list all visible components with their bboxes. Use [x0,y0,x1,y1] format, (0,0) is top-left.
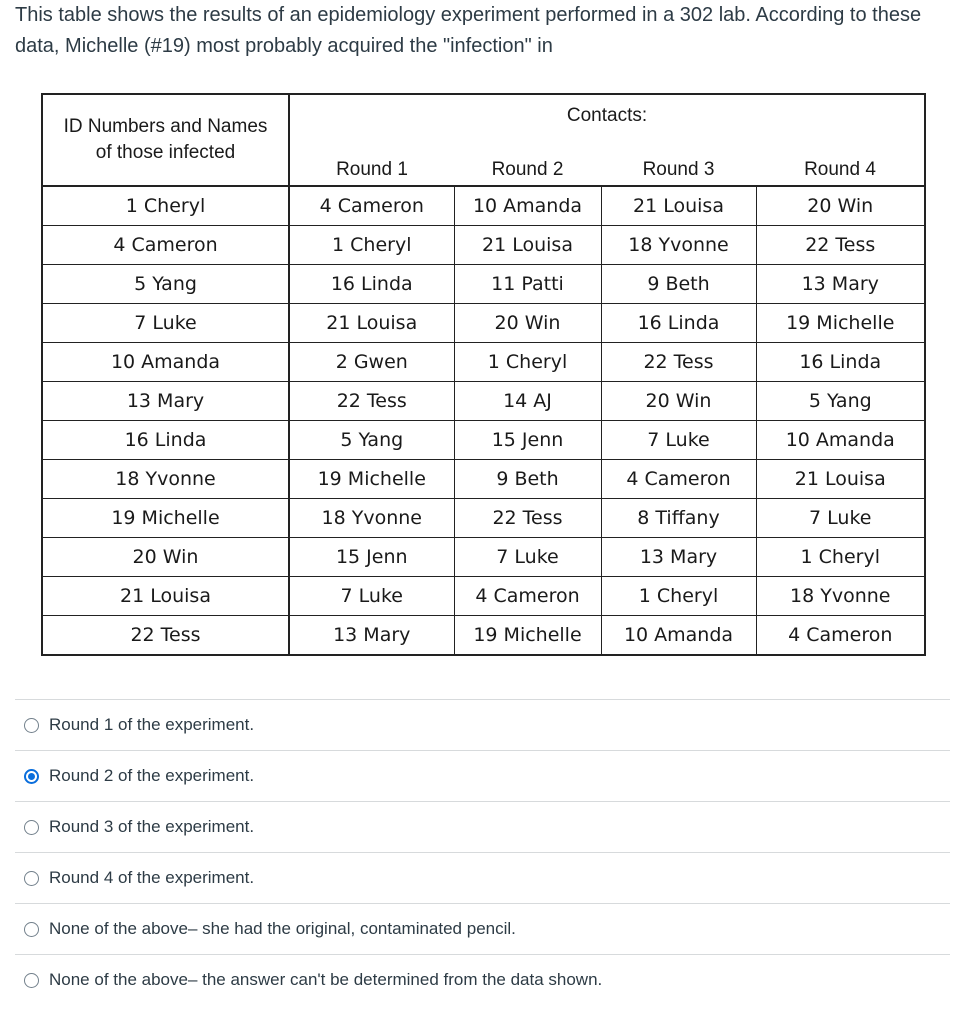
infected-name-cell: 18 Yvonne [42,460,289,499]
contact-round-2-cell: 10 Amanda [454,186,601,226]
contacts-table [41,93,926,656]
answer-option-label: None of the above– she had the original, contaminated pencil. [49,919,516,938]
infected-name-cell: 13 Mary [42,382,289,421]
infected-name-cell: 5 Yang [42,265,289,304]
infected-name-cell: 10 Amanda [42,343,289,382]
header-round-1: Round 1 [289,143,454,186]
answer-option-5[interactable] [15,903,950,954]
contact-round-3-cell: 21 Louisa [601,186,756,226]
table-row [42,226,925,265]
answer-option-2[interactable] [15,750,950,801]
infected-name-cell: 20 Win [42,538,289,577]
contact-round-1-cell: 1 Cheryl [289,226,454,265]
contact-round-3-cell: 18 Yvonne [601,226,756,265]
contact-round-4-cell: 1 Cheryl [756,538,925,577]
radio-unchecked-icon[interactable] [24,973,39,988]
header-names-line2: of those infected [95,142,236,163]
answer-option-label: Round 4 of the experiment. [49,868,255,887]
contact-round-1-cell: 22 Tess [289,382,454,421]
contact-round-1-cell: 19 Michelle [289,460,454,499]
contact-round-2-cell: 4 Cameron [454,577,601,616]
header-names-line1: ID Numbers and Names [63,116,268,137]
infected-name-cell: 21 Louisa [42,577,289,616]
table-row [42,265,925,304]
contact-round-1-cell: 2 Gwen [289,343,454,382]
contact-round-3-cell: 10 Amanda [601,616,756,656]
contact-round-1-cell: 15 Jenn [289,538,454,577]
contact-round-2-cell: 21 Louisa [454,226,601,265]
table-row [42,499,925,538]
contact-round-2-cell: 14 AJ [454,382,601,421]
contact-round-4-cell: 4 Cameron [788,624,893,646]
table-row [42,421,925,460]
contact-round-2-cell: 20 Win [454,304,601,343]
contact-round-3-cell: 9 Beth [601,265,756,304]
infected-name-cell: 22 Tess [42,616,289,656]
contact-round-2-cell: 9 Beth [454,460,601,499]
contact-round-4-cell: 7 Luke [756,499,925,538]
table-row [42,460,925,499]
table-row [42,186,925,226]
contact-round-3-cell: 20 Win [601,382,756,421]
table-row [42,382,925,421]
contact-round-3-cell: 22 Tess [601,343,756,382]
question-text: This table shows the results of an epidemiology experiment performed in a 302 lab. According to these data, Michelle (#19) most probably acquired the "infection" in [15,4,922,57]
contact-round-2-cell: 22 Tess [454,499,601,538]
contact-round-4-cell: 19 Michelle [756,304,925,343]
header-contacts: Contacts: [566,105,648,126]
answer-option-label: Round 2 of the experiment. [49,766,255,785]
contact-round-1-cell: 7 Luke [289,577,454,616]
contact-round-3-cell: 13 Mary [601,538,756,577]
contact-round-2-cell: 7 Luke [454,538,601,577]
contact-round-4-cell: 21 Louisa [756,460,925,499]
contact-round-1-cell: 18 Yvonne [289,499,454,538]
contact-round-3-cell: 1 Cheryl [601,577,756,616]
table-row [42,538,925,577]
radio-unchecked-icon[interactable] [24,718,39,733]
header-round-4: Round 4 [756,143,925,186]
contact-round-1-cell: 5 Yang [289,421,454,460]
contact-round-1-cell: 13 Mary [289,616,454,656]
contact-round-4-cell: 10 Amanda [756,421,925,460]
contact-round-4-cell: 16 Linda [756,343,925,382]
contact-round-3-cell: 7 Luke [601,421,756,460]
table-row [42,616,925,656]
answer-option-label: None of the above– the answer can't be determined from the data shown. [49,970,603,989]
table-row [42,304,925,343]
table-row [42,577,925,616]
radio-unchecked-icon[interactable] [24,922,39,937]
infected-name-cell: 16 Linda [42,421,289,460]
contact-round-4-cell: 5 Yang [756,382,925,421]
answer-options [15,699,950,1005]
infected-name-cell: 1 Cheryl [42,186,289,226]
header-infected-names [42,94,289,186]
answer-option-label: Round 3 of the experiment. [49,817,255,836]
contact-round-3-cell: 4 Cameron [601,460,756,499]
contacts-table-figure [41,93,924,646]
contact-round-1-cell: 16 Linda [289,265,454,304]
contact-round-2-cell: 15 Jenn [454,421,601,460]
radio-unchecked-icon[interactable] [24,871,39,886]
infected-name-cell: 4 Cameron [42,226,289,265]
contact-round-4-cell: 13 Mary [756,265,925,304]
radio-unchecked-icon[interactable] [24,820,39,835]
contact-round-2-cell: 19 Michelle [454,616,601,656]
answer-option-label: Round 1 of the experiment. [49,715,255,734]
contact-round-3-cell: 8 Tiffany [601,499,756,538]
answer-option-6[interactable] [15,954,950,1005]
answer-option-1[interactable] [15,699,950,750]
contact-round-2-cell: 1 Cheryl [454,343,601,382]
table-row [42,343,925,382]
answer-option-3[interactable] [15,801,950,852]
contact-round-1-cell: 21 Louisa [289,304,454,343]
answer-option-4[interactable] [15,852,950,903]
table-body [42,186,925,655]
contact-round-2-cell: 11 Patti [454,265,601,304]
contact-round-4-cell: 20 Win [756,186,925,226]
infected-name-cell: 19 Michelle [42,499,289,538]
contact-round-3-cell: 16 Linda [601,304,756,343]
contact-round-1-cell: 4 Cameron [289,186,454,226]
contact-round-4-cell: 22 Tess [756,226,925,265]
radio-checked-icon[interactable] [24,769,39,784]
header-round-3: Round 3 [601,143,756,186]
header-round-2: Round 2 [454,143,601,186]
contact-round-4-cell: 18 Yvonne [756,577,925,616]
infected-name-cell: 7 Luke [42,304,289,343]
